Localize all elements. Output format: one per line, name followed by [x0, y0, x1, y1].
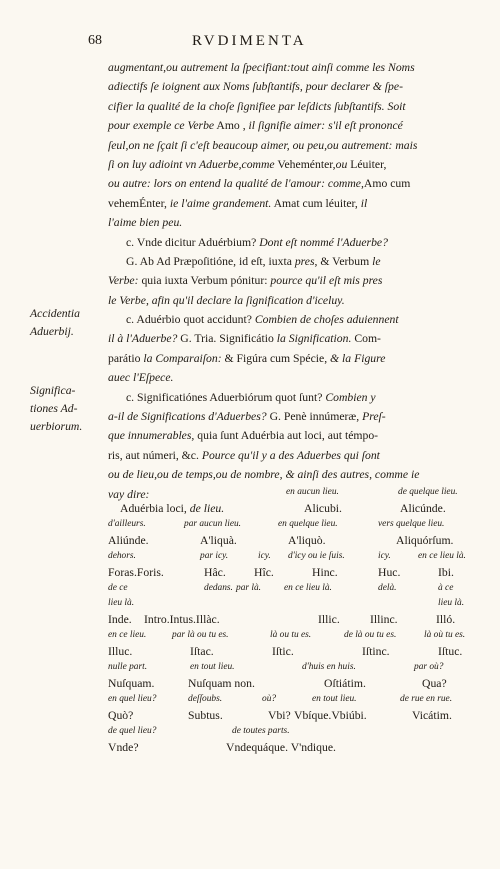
- table-cell: où?: [262, 694, 277, 704]
- table-cell: Qua?: [422, 677, 447, 690]
- table-cell: par où?: [414, 662, 444, 672]
- table-cell: Aduérbia loci, de lieu.: [120, 502, 225, 515]
- text-line: G. Ab Ad Præpoſitióne, id eſt, iuxta pres, & Verbum le: [126, 254, 381, 268]
- table-cell: en ce lieu là.: [418, 551, 466, 561]
- table-row: [108, 581, 480, 596]
- table-cell: de ce: [108, 583, 128, 593]
- table-cell: Vicátim.: [412, 709, 452, 722]
- page-header: [0, 33, 500, 53]
- text-line: augmentant,ou autrement la ſpecifiant:tout ainſi comme les Noms: [108, 61, 415, 74]
- table-cell: Iſtuc.: [438, 645, 463, 658]
- table-row: [108, 549, 480, 564]
- table-cell: Nuſquam.: [108, 677, 155, 690]
- table-cell: lieu là.: [108, 598, 135, 608]
- table-cell: Illinc.: [370, 613, 398, 626]
- table-cell: là où tu es.: [424, 630, 466, 640]
- table-row: [108, 596, 480, 611]
- table-cell: icy.: [378, 551, 391, 561]
- table-cell: en tout lieu.: [190, 662, 235, 672]
- table-cell: par là.: [236, 583, 262, 593]
- text-line: le Verbe, afin qu'il declare la ſignification d'iceluy.: [108, 293, 345, 307]
- text-line: adiectifs ſe ioignent aux Noms ſubſtantifs, pour declarer & ſpe-: [108, 80, 403, 94]
- table-cell: Nuſquam non.: [188, 677, 255, 690]
- table-cell: Vnde?: [108, 741, 139, 754]
- text-line: il à l'Aduerbe? G. Tria. Significátio la Signification. Com-: [108, 332, 381, 346]
- table-cell: en ce lieu là.: [284, 583, 332, 593]
- table-cell: de quelque lieu.: [398, 487, 458, 497]
- text-line: a-il de Significations d'Aduerbes? G. Penè innúmeræ, Preſ-: [108, 410, 386, 424]
- margin-note-significationes: [30, 382, 104, 436]
- body-text: [108, 58, 482, 504]
- table-cell: A'liquò.: [288, 534, 326, 547]
- table-cell: Illuc.: [108, 645, 133, 658]
- table-cell: Iſtac.: [190, 645, 214, 658]
- table-cell: par aucun lieu.: [184, 519, 242, 529]
- table-cell: de toutes parts.: [232, 726, 290, 736]
- table-row: [108, 485, 480, 500]
- page-number: 68: [88, 33, 102, 48]
- table-cell: vers quelque lieu.: [378, 519, 445, 529]
- text-line: ſeul,on ne ſçait ſi c'eſt beaucoup aimer, ou peu,ou autrement: mais: [108, 138, 418, 152]
- text-line: vay dire:: [108, 487, 150, 501]
- text-line: Verbe: quia iuxta Verbum pónitur: pource qu'il eſt mis pres: [108, 274, 383, 288]
- table-cell: de là ou tu es.: [344, 630, 397, 640]
- table-cell: en ce lieu.: [108, 630, 147, 640]
- text-line: parátio la Comparaiſon: & Figúra cum Spécie, & la Figure: [108, 351, 386, 365]
- table-cell: Illic.: [318, 613, 340, 626]
- table-cell: d'huis en huis.: [302, 662, 356, 672]
- table-cell: Iſtic.: [272, 645, 294, 658]
- table-row: [108, 643, 480, 660]
- table-cell: Quò?: [108, 709, 134, 722]
- table-row: [108, 564, 480, 581]
- table-cell: delà.: [378, 583, 397, 593]
- table-cell: en aucun lieu.: [286, 487, 339, 497]
- table-cell: en quel lieu?: [108, 694, 157, 704]
- table-cell: Subtus.: [188, 709, 223, 722]
- text-line: c. Significatiónes Aduerbiórum quot ſunt? Combien y: [126, 390, 376, 404]
- table-row: [108, 707, 480, 724]
- table-cell: en quelque lieu.: [278, 519, 338, 529]
- table-cell: à ce: [438, 583, 454, 593]
- table-row: [108, 611, 480, 628]
- table-cell: Hâc.: [204, 566, 226, 579]
- table-cell: Vbíque.Vbiúbi.: [294, 709, 367, 722]
- table-row: [108, 660, 480, 675]
- table-cell: dedans.: [204, 583, 233, 593]
- table-cell: d'ailleurs.: [108, 519, 146, 529]
- table-cell: par icy.: [200, 551, 229, 561]
- text-line: ou autre: lors on entend la qualité de l'amour: comme,Amo cum: [108, 177, 411, 191]
- text-line: ris, aut númeri, &c. Pource qu'il y a des Aduerbes qui ſont: [108, 448, 380, 462]
- table-cell: dehors.: [108, 551, 136, 561]
- adverb-table: [108, 485, 480, 756]
- table-cell: Intro.Intus.Illàc.: [144, 613, 220, 626]
- margin-note-line: Significa-: [30, 384, 76, 397]
- table-cell: Ibi.: [438, 566, 454, 579]
- table-cell: Hinc.: [312, 566, 338, 579]
- table-row: [108, 692, 480, 707]
- margin-note-line: uerbiorum.: [30, 420, 83, 433]
- table-cell: là ou tu es.: [270, 630, 312, 640]
- text-line: c. Vnde dicitur Aduérbium? Dont eſt nommé l'Aduerbe?: [126, 235, 388, 249]
- table-cell: Huc.: [378, 566, 401, 579]
- margin-note-line: Accidentia: [30, 307, 80, 320]
- running-title: RVDIMENTA: [192, 33, 307, 49]
- table-cell: en tout lieu.: [312, 694, 357, 704]
- text-line: cifier la qualité de la choſe ſignifiee par leſdicts ſubſtantifs. Soit: [108, 99, 406, 113]
- table-cell: Illó.: [436, 613, 456, 626]
- table-cell: Inde.: [108, 613, 132, 626]
- text-line: ſi on luy adioint vn Aduerbe,comme Veheménter,ou Léuiter,: [108, 157, 387, 171]
- text-line: c. Aduérbio quot accidunt? Combien de choſes aduiennent: [126, 313, 399, 327]
- margin-note-accidentia: [30, 305, 104, 341]
- table-row: [108, 724, 480, 739]
- table-cell: Alicubi.: [304, 502, 342, 515]
- text-line: pour exemple ce Verbe Amo , il ſignifie aimer: s'il eſt prononcé: [108, 119, 403, 133]
- table-cell: par là ou tu es.: [172, 630, 229, 640]
- table-cell: de quel lieu?: [108, 726, 157, 736]
- table-cell: Iſtinc.: [362, 645, 390, 658]
- text-line: que innumerables, quia ſunt Aduérbia aut loci, aut témpo-: [108, 429, 379, 443]
- table-cell: Aliquórſum.: [396, 534, 454, 547]
- text-line: l'aime bien peu.: [108, 216, 183, 230]
- table-cell: Oſtiátim.: [324, 677, 366, 690]
- text-line: auec l'Eſpece.: [108, 371, 174, 385]
- table-cell: Alicúnde.: [400, 502, 446, 515]
- table-row: [108, 517, 480, 532]
- text-line: vehemÉnter, ie l'aime grandement. Amat cum léuiter, il: [108, 196, 368, 210]
- table-row: [108, 628, 480, 643]
- margin-note-line: tiones Ad-: [30, 402, 78, 415]
- margin-note-line: Aduerbij.: [30, 325, 74, 338]
- table-cell: Hîc.: [254, 566, 274, 579]
- table-cell: d'icy ou ie ſuis.: [288, 551, 345, 561]
- table-cell: icy.: [258, 551, 271, 561]
- table-row: [108, 500, 480, 517]
- table-cell: de rue en rue.: [400, 694, 453, 704]
- table-cell: Vbi?: [268, 709, 291, 722]
- text-line: ou de lieu,ou de temps,ou de nombre, & ainſi des autres, comme ie: [108, 468, 420, 482]
- table-row: [108, 739, 480, 756]
- table-cell: Aliúnde.: [108, 534, 149, 547]
- table-cell: nulle part.: [108, 662, 148, 672]
- table-row: [108, 675, 480, 692]
- table-cell: deſſoubs.: [188, 694, 223, 704]
- table-cell: Vndequáque. V'ndique.: [226, 741, 336, 754]
- table-row: [108, 532, 480, 549]
- table-cell: lieu là.: [438, 598, 465, 608]
- table-cell: Foras.Foris.: [108, 566, 164, 579]
- table-cell: A'liquà.: [200, 534, 237, 547]
